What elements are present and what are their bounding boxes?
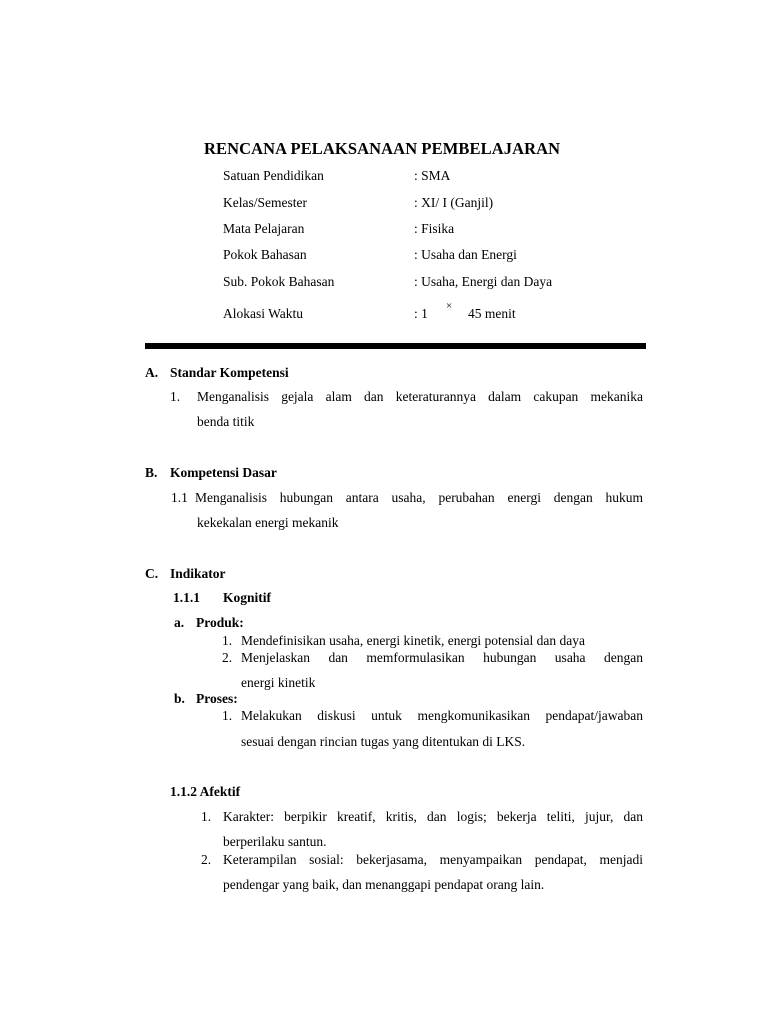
list-item-text: Melakukan diskusi untuk mengkomunikasikan pendapat/jawaban [241, 708, 643, 723]
list-letter: b. [174, 691, 185, 706]
info-label: Sub. Pokok Bahasan [223, 274, 335, 289]
info-label: Pokok Bahasan [223, 247, 307, 262]
info-value: : Fisika [414, 221, 455, 236]
list-item-text: sesuai dengan rincian tugas yang ditentukan di LKS. [241, 734, 526, 749]
section-letter: A. [145, 365, 159, 380]
info-label: Alokasi Waktu [223, 306, 304, 321]
list-number: 2. [201, 852, 212, 867]
subsection-heading: 1.1.2 Afektif [170, 784, 241, 799]
list-item-text: energi kinetik [241, 675, 316, 690]
list-item-text: Mendefinisikan usaha, energi kinetik, energi potensial dan daya [241, 633, 586, 648]
info-label: Satuan Pendidikan [223, 168, 324, 183]
subsection-number: 1.1.1 [173, 590, 200, 605]
list-number: 1. [170, 389, 181, 404]
info-value: : SMA [414, 168, 451, 183]
section-heading: Kompetensi Dasar [170, 465, 277, 480]
section-letter: B. [145, 465, 158, 480]
info-label: Mata Pelajaran [223, 221, 305, 236]
section-letter: C. [145, 566, 159, 581]
document-title: RENCANA PELAKSANAAN PEMBELAJARAN [204, 139, 561, 158]
list-item-text: berperilaku santun. [223, 834, 327, 849]
list-item-text: Menganalisis gejala alam dan keteraturannya dalam cakupan mekanika [197, 389, 643, 404]
multiply-sign: × [446, 300, 453, 312]
info-value: 45 menit [468, 306, 516, 321]
list-item-text: pendengar yang baik, dan menanggapi pendapat orang lain. [223, 877, 545, 892]
list-letter: a. [174, 615, 185, 630]
list-number: 1. [201, 809, 212, 824]
list-heading: Proses: [196, 691, 238, 706]
list-number: 1. [222, 633, 233, 648]
subsection-heading: Kognitif [223, 590, 272, 605]
list-item-text: Karakter: berpikir kreatif, kritis, dan logis; bekerja teliti, jujur, dan [223, 809, 643, 824]
list-number: 2. [222, 650, 233, 665]
list-item-text: Menjelaskan dan memformulasikan hubungan usaha dengan [241, 650, 643, 665]
info-label: Kelas/Semester [223, 195, 307, 210]
list-item-text: Keterampilan sosial: bekerjasama, menyampaikan pendapat, menjadi [223, 852, 643, 867]
info-value: : 1 [414, 306, 428, 321]
info-value: : Usaha, Energi dan Daya [414, 274, 553, 289]
list-item-text: Menganalisis hubungan antara usaha, perubahan energi dengan hukum [195, 490, 643, 505]
list-number: 1. [222, 708, 233, 723]
info-value: : XI/ I (Ganjil) [414, 195, 494, 210]
list-number: 1.1 [171, 490, 188, 505]
list-heading: Produk: [196, 615, 244, 630]
section-heading: Indikator [170, 566, 226, 581]
section-heading: Standar Kompetensi [170, 365, 289, 380]
header-divider [145, 343, 646, 349]
list-item-text: benda titik [197, 414, 255, 429]
list-item-text: kekekalan energi mekanik [197, 515, 339, 530]
info-value: : Usaha dan Energi [414, 247, 517, 262]
